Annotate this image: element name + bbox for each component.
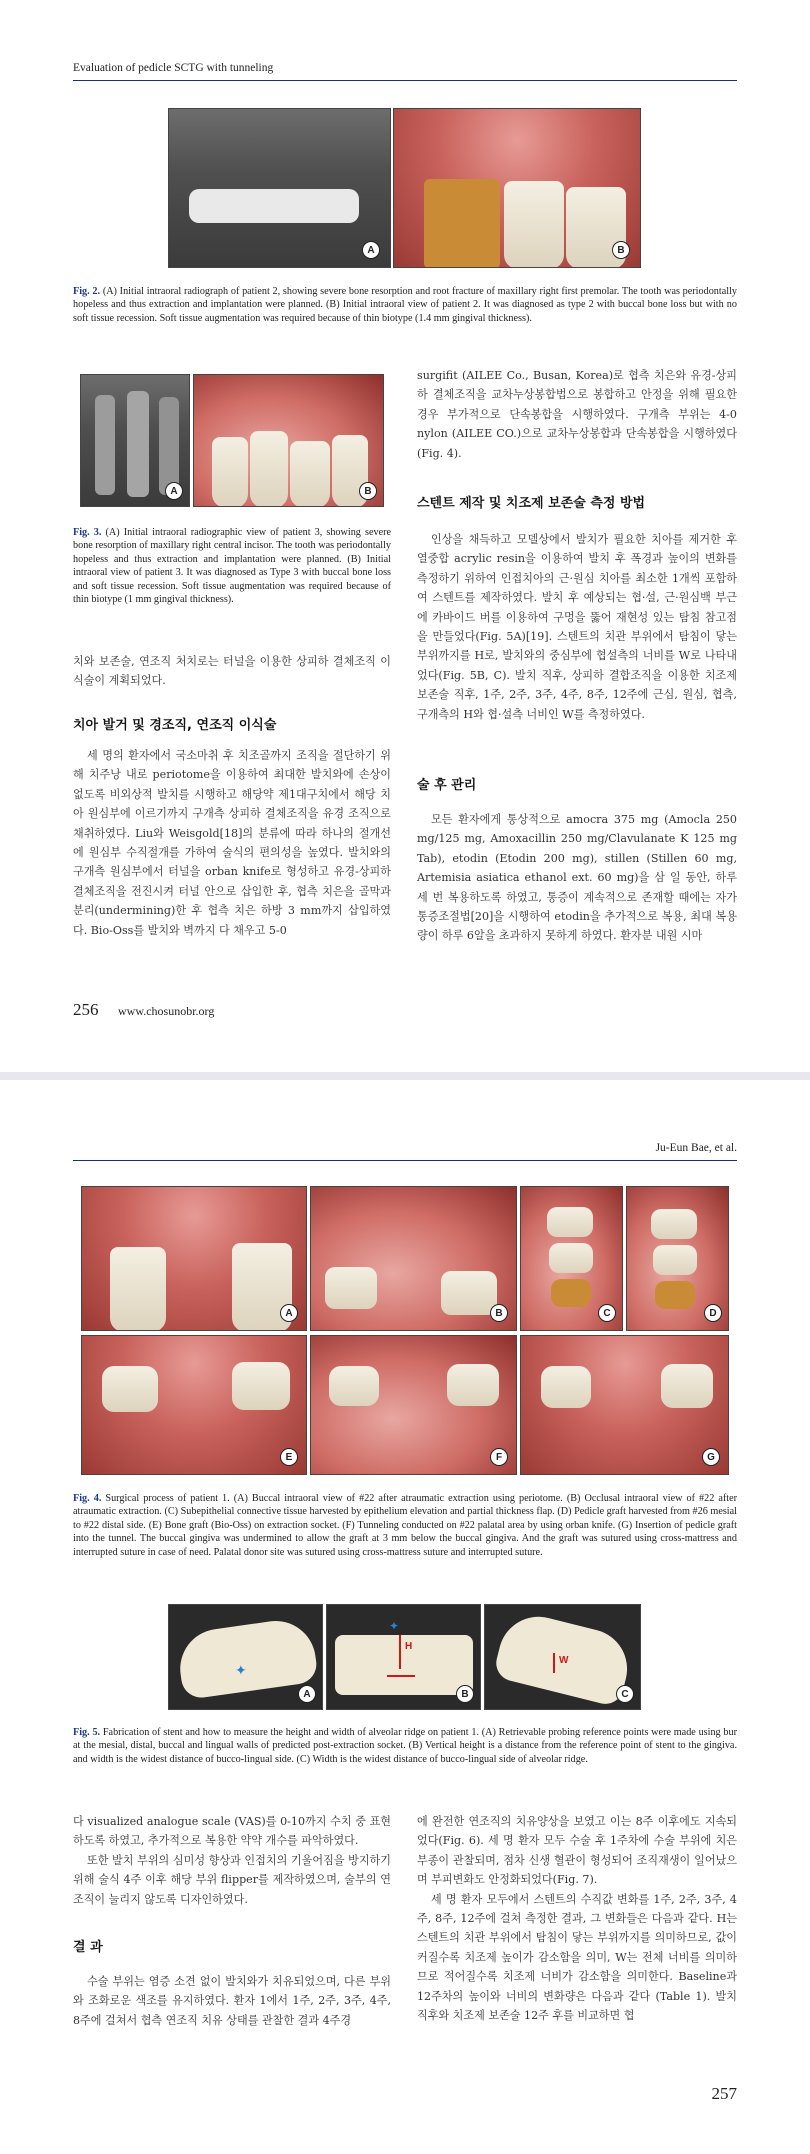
panel-label: C [616, 1685, 634, 1703]
fig4-panel-d [626, 1186, 729, 1331]
panel-label: B [490, 1304, 508, 1322]
paragraph: 또한 발치 부위의 심미성 향상과 인접치의 기울어짐을 방지하기 위해 술식 4주 이후 해당 부위 flipper를 제작하였으며, 술부의 연조직이 눌리지 않도록 디자인하였다. [73, 1853, 391, 1906]
tooth [651, 1209, 697, 1239]
tooth-shadow [127, 391, 149, 497]
fig4-panel-a [81, 1186, 307, 1331]
panel-label: B [456, 1685, 474, 1703]
tooth [653, 1245, 697, 1275]
section-heading: 결 과 [73, 1940, 103, 1955]
page-number: 256 [73, 1000, 99, 1019]
footer-url[interactable]: www.chosunobr.org [118, 1004, 215, 1018]
left-column-results [73, 1972, 391, 2030]
paragraph: 치와 보존술, 연조직 처치로는 터널을 이용한 상피하 결체조직 이식술이 계획되었다. [73, 655, 391, 688]
reference-point-icon: ✦ [235, 1663, 247, 1679]
tooth [232, 1362, 290, 1410]
tooth [329, 1366, 379, 1406]
caption-label: Fig. 2. [73, 286, 101, 297]
paragraph: 다 visualized analogue scale (VAS)를 0-10까지 수치 중 표현하도록 하였고, 추가적으로 복용한 약약 개수를 파악하였다. [73, 1815, 391, 1848]
gold-crown [551, 1279, 591, 1307]
tooth [447, 1364, 499, 1406]
panel-label: A [298, 1685, 316, 1703]
tooth [110, 1247, 166, 1331]
gold-restoration [424, 179, 500, 268]
paragraph: 수술 부위는 염증 소견 없이 발치와가 치유되었으며, 다른 부위와 조화로운 색조를 유지하였다. 환자 1에서 1주, 2주, 3주, 4주, 8주에 걸쳐서 협측 연조직 치유 상태를 관찰한 결과 4주경 [73, 1975, 391, 2027]
panel-label: A [165, 482, 183, 500]
page-number: 257 [711, 2084, 737, 2103]
panel-label: B [359, 482, 377, 500]
right-column-stent-method [417, 530, 737, 724]
caption-label: Fig. 5. [73, 1727, 101, 1738]
fig2-caption [73, 285, 737, 325]
paragraph: 인상을 채득하고 모델상에서 발치가 필요한 치아를 제거한 후 열중합 acrylic resin을 이용하여 발치 후 폭경과 높이의 변화를 측정하기 위하여 인접치아의 근·원심 치아를 최소한 1개씩 포함하여 스텐트를 제작하였다. 발치 후 예상되는 협·설, 근·원심백 부근에 카바이드 버를 이용하여 구멍을 뚫어 재현성 있는 탐침 참고점을 만들었다(Fig. 5A)[19]. 스텐트의 치관 부위에서 탐침이 닿는 부위까지를 H로, 발치와의 중심부에 협설측의 너비를 W로 나타내었다(Fig. 5B, C). 발치 직후, 상피하 결합조직을 이용한 치조제 보존술 직후, 1주, 2주, 3주, 4주, 8주, 12주에 근심, 원심, 협측, 구개측의 H와 협·설측 너비인 W를 측정하였다. [417, 533, 737, 721]
bridge-crowns [189, 189, 359, 223]
running-header: Ju-Eun Bae, et al. [655, 1142, 737, 1154]
panel-label: A [362, 241, 380, 259]
right-column-postop [417, 810, 737, 946]
panel-label: B [612, 241, 630, 259]
caption-text: Surgical process of patient 1. (A) Buccal intraoral view of #22 after atraumatic extraction using periotome. (B) Occlusal intraoral view of #22 after atraumatic extraction. (C) Subepithelial connective tissue harvested by epithelium elevation and partial thickness flap. (D) Pedicle graft harvested from #26 mesial to #22 distal side. (E) Bone graft (Bio-Oss) on extraction socket. (F) Tunneling conducted on #22 palatal area by using orban knife. (G) Insertion of pedicle graft into the tunnel. The buccal gingiva was undermined to allow the graft at 3 mm below the buccal gingiva. And the graft was sutured using cross-mattress and interrupted suture in case of need. Palatal donor site was sutured using cross-mattress suture and interrupted suture. [73, 1493, 737, 1558]
fig5-caption [73, 1726, 737, 1766]
caption-text: (A) Initial intraoral radiograph of patient 2, showing severe bone resorption and root fracture of maxillary right first premolar. The tooth was periodontally hopeless and thus extraction and implantation were planned. (B) Initial intraoral view of patient 2. It was diagnosed as type 2 with buccal bone loss but with no soft tissue recession. Soft tissue augmentation was required because of thin biotype (1.4 mm gingival thickness). [73, 286, 737, 324]
caption-text: (A) Initial intraoral radiographic view of patient 3, showing severe bone resorption of maxillary right central incisor. The tooth was periodontally hopeless and thus extraction and implantation were planned. (B) Initial intraoral view of patient 3. It was diagnosed as Type 3 with buccal bone loss and soft tissue recession. Soft tissue augmentation was required because of thin biotype (1 mm gingival thickness). [73, 527, 392, 606]
running-header: Evaluation of pedicle SCTG with tunneling [73, 62, 274, 74]
tooth [325, 1267, 377, 1309]
fig3-caption [73, 526, 391, 606]
fig4-panel-e [81, 1335, 307, 1475]
left-column-body [73, 746, 391, 940]
fig4-caption [73, 1492, 737, 1559]
fig5-panel-b [326, 1604, 481, 1710]
reference-point-icon: ✦ [389, 1619, 400, 1633]
fig2-panel-b-photo [393, 108, 641, 268]
caption-label: Fig. 4. [73, 1493, 102, 1504]
gold-crown [655, 1281, 695, 1309]
right-column-continuation [417, 366, 737, 463]
height-measure-line [399, 1635, 401, 1669]
tooth [549, 1243, 593, 1273]
left-column-intro [73, 652, 391, 691]
tooth [250, 431, 288, 507]
panel-label: E [280, 1448, 298, 1466]
panel-label: A [280, 1304, 298, 1322]
page-256 [0, 0, 810, 1072]
tooth-shadow [159, 397, 179, 495]
tooth [504, 181, 564, 268]
tooth [441, 1271, 497, 1315]
tooth [547, 1207, 593, 1237]
tooth [102, 1366, 158, 1412]
width-marker: W [559, 1655, 569, 1666]
page-257 [0, 1080, 810, 2154]
paragraph: 세 명의 환자에서 국소마취 후 치조골까지 조직을 절단하기 위해 치주낭 내로 periotome을 이용하여 최대한 발치와에 손상이 없도록 비외상적 발치를 시행하고 해당약 제1대구치에서 해당 치아 원심부에 이르기까지 구개측 상피하 결체조직을 유경 조직으로 채취하였다. Liu와 Weisgold[18]의 분류에 따라 하나의 절개선에 원심부 수직절개를 가하여 술식의 편의성을 높였다. 발치와의 구개측 원심부에서 터널을 orban knife로 형성하고 유경-상피하 결체조직을 전진시켜 터널 안으로 삽입한 후, 협측 치은을 골막과 분리(undermining)한 후 협측 치은 하방 3 mm까지 삽입하였다. Bio-Oss를 발치와 벽까지 다 채우고 5-0 [73, 749, 391, 937]
width-measure-line [553, 1653, 555, 1673]
header-rule [73, 80, 737, 81]
section-heading: 치아 발거 및 경조직, 연조직 이식술 [73, 718, 277, 733]
fig4-panel-f [310, 1335, 517, 1475]
tooth [541, 1366, 591, 1408]
header-rule [73, 1160, 737, 1161]
fig5-panel-c [484, 1604, 641, 1710]
fig3-panel-b-photo [193, 374, 384, 507]
panel-label: G [702, 1448, 720, 1466]
right-column-continuation [417, 1812, 737, 2025]
fig5-panel-a [168, 1604, 323, 1710]
panel-label: C [598, 1304, 616, 1322]
stent-model [335, 1635, 473, 1695]
height-marker: H [405, 1641, 413, 1652]
panel-label: D [704, 1304, 722, 1322]
tooth [290, 441, 330, 507]
paragraph: 모든 환자에게 통상적으로 amocra 375 mg (Amocla 250 mg/125 mg, Amoxacillin 250 mg/Clavulanate K 125 mg Tab), etodin (Etodin 200 mg), stillen (Stillen 60 mg, Artemisia asiatica ethanol ext. 60 mg)을 삼 일 동안, 하루 세 번 복용하도록 하였고, 통증이 계속적으로 존재할 때에는 자가통증조절법[20]을 시행하여 etodin을 추가적으로 복용, 최대 복용량이 하루 6알을 초과하지 못하게 하였다. 환자분 내원 시마 [417, 813, 737, 943]
section-heading: 술 후 관리 [417, 778, 477, 793]
fig4-panel-g [520, 1335, 729, 1475]
paragraph: 세 명 환자 모두에서 스텐트의 수직값 변화를 1주, 2주, 3주, 4주, 8주, 12주에 걸쳐 측정한 결과, 그 변화들은 다음과 같다. H는 스텐트의 치관 부위에서 탐침이 닿는 부위까지를 의미하므로, 값이 커질수록 치조제 높이가 감소함을 의미, W는 전체 너비를 의미하므로 적어질수록 치조제 너비가 감소함을 의미한다. Baseline과 12주차의 높이와 너비의 변화량은 다음과 같다 (Table 1). 발치 직후와 치조제 보존술 12주 후를 비교하면 협 [417, 1892, 737, 2023]
fig4-panel-b [310, 1186, 517, 1331]
paragraph: surgifit (AILEE Co., Busan, Korea)로 협측 치은와 유경-상피하 결체조직을 교차누상봉합법으로 봉합하고 안정을 위해 필요한 경우 부가적으로 단속봉합을 시행하였다. 구개측 부위는 4-0 nylon (AILEE CO.)으로 교차누상봉합과 단속봉합을 시행하였다(Fig. 4). [417, 369, 737, 460]
section-heading: 스텐트 제작 및 치조제 보존술 측정 방법 [417, 496, 646, 511]
tooth [661, 1364, 713, 1408]
caption-label: Fig. 3. [73, 527, 102, 538]
left-column-continuation [73, 1812, 391, 1909]
fig4-panel-c [520, 1186, 623, 1331]
fig3-panel-a-radiograph [80, 374, 190, 507]
width-measure-line [387, 1675, 415, 1677]
paragraph: 에 완전한 연조직의 치유양상을 보였고 이는 8주 이후에도 지속되었다(Fig. 6). 세 명 환자 모두 수술 후 1주차에 수술 부위에 치은 부종이 관찰되며, 점차 신생 혈관이 형성되어 조직재생이 일어났으며 부피변화도 안정화되었다(Fig. 7). [417, 1815, 737, 1887]
stent-model [175, 1616, 319, 1700]
tooth-shadow [95, 395, 115, 495]
tooth [212, 437, 248, 507]
panel-label: F [490, 1448, 508, 1466]
caption-text: Fabrication of stent and how to measure the height and width of alveolar ridge on patient 1. (A) Retrievable probing reference points were made using bur at the mesial, distal, buccal and lingual walls of predicted post-extraction socket. (B) Vertical height is a distance from the reference point of stent to the gingiva. and width is the widest distance of bucco-lingual side. (C) Width is the widest distance of bucco-lingual side of alveolar ridge. [73, 1727, 737, 1765]
fig2-panel-a-radiograph [168, 108, 391, 268]
